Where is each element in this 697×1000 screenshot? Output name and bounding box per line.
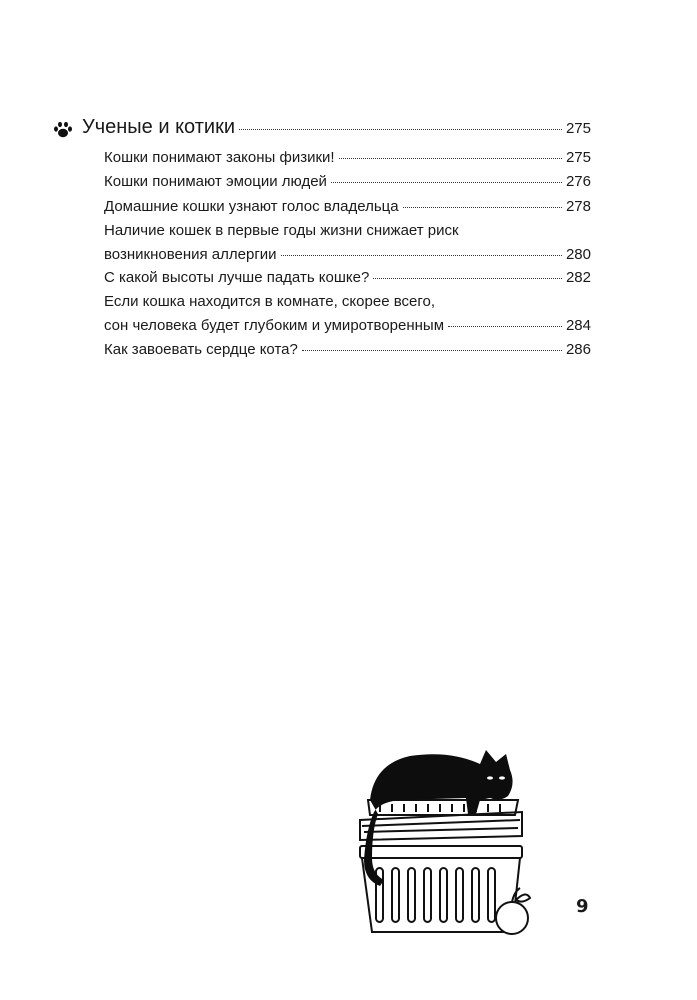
toc-entry-page: 275 <box>565 149 591 166</box>
toc-entry-page: 284 <box>565 317 591 334</box>
section-page-number: 275 <box>565 120 591 137</box>
toc-entry-title: Кошки понимают эмоции людей <box>104 173 327 190</box>
toc-entry[interactable] <box>104 195 591 219</box>
dot-leader <box>339 158 562 159</box>
dot-leader <box>448 326 562 327</box>
toc-section-heading[interactable] <box>52 116 591 144</box>
toc-entry[interactable] <box>104 338 591 362</box>
toc-entry-title: С какой высоты лучше падать кошке? <box>104 269 370 286</box>
toc-entry-title: Как завоевать сердце кота? <box>104 341 298 358</box>
toc-entry-title: возникновения аллергии <box>104 246 277 263</box>
toc-entry-title-line1: Если кошка находится в комнате, скорее всего, <box>104 293 435 310</box>
toc-entry-page: 286 <box>565 341 591 358</box>
toc-entry[interactable] <box>104 290 591 338</box>
dot-leader <box>373 278 562 279</box>
toc-entry-page: 278 <box>565 198 591 215</box>
toc-entry[interactable] <box>104 266 591 290</box>
toc-entry-title: Кошки понимают законы физики! <box>104 149 335 166</box>
toc-entry[interactable] <box>104 219 591 267</box>
toc-entry-page: 280 <box>565 246 591 263</box>
dot-leader <box>403 207 562 208</box>
cat-on-laundry-baskets-illustration <box>340 740 540 945</box>
toc-entry[interactable] <box>104 170 591 194</box>
toc-entry-page: 276 <box>565 173 591 190</box>
toc-entry-title: сон человека будет глубоким и умиротворенным <box>104 317 445 334</box>
toc-entry-title-line1: Наличие кошек в первые годы жизни снижает риск <box>104 222 459 239</box>
dot-leader <box>302 350 562 351</box>
dot-leader <box>331 182 562 183</box>
dot-leader <box>239 129 562 130</box>
section-title: Ученые и котики <box>82 116 235 138</box>
toc-entry[interactable] <box>104 146 591 170</box>
toc-entry-page: 282 <box>565 269 591 286</box>
page-number: 9 <box>576 896 589 917</box>
toc-entry-title: Домашние кошки узнают голос владельца <box>104 198 399 215</box>
dot-leader <box>281 255 562 256</box>
paw-icon <box>52 121 74 139</box>
